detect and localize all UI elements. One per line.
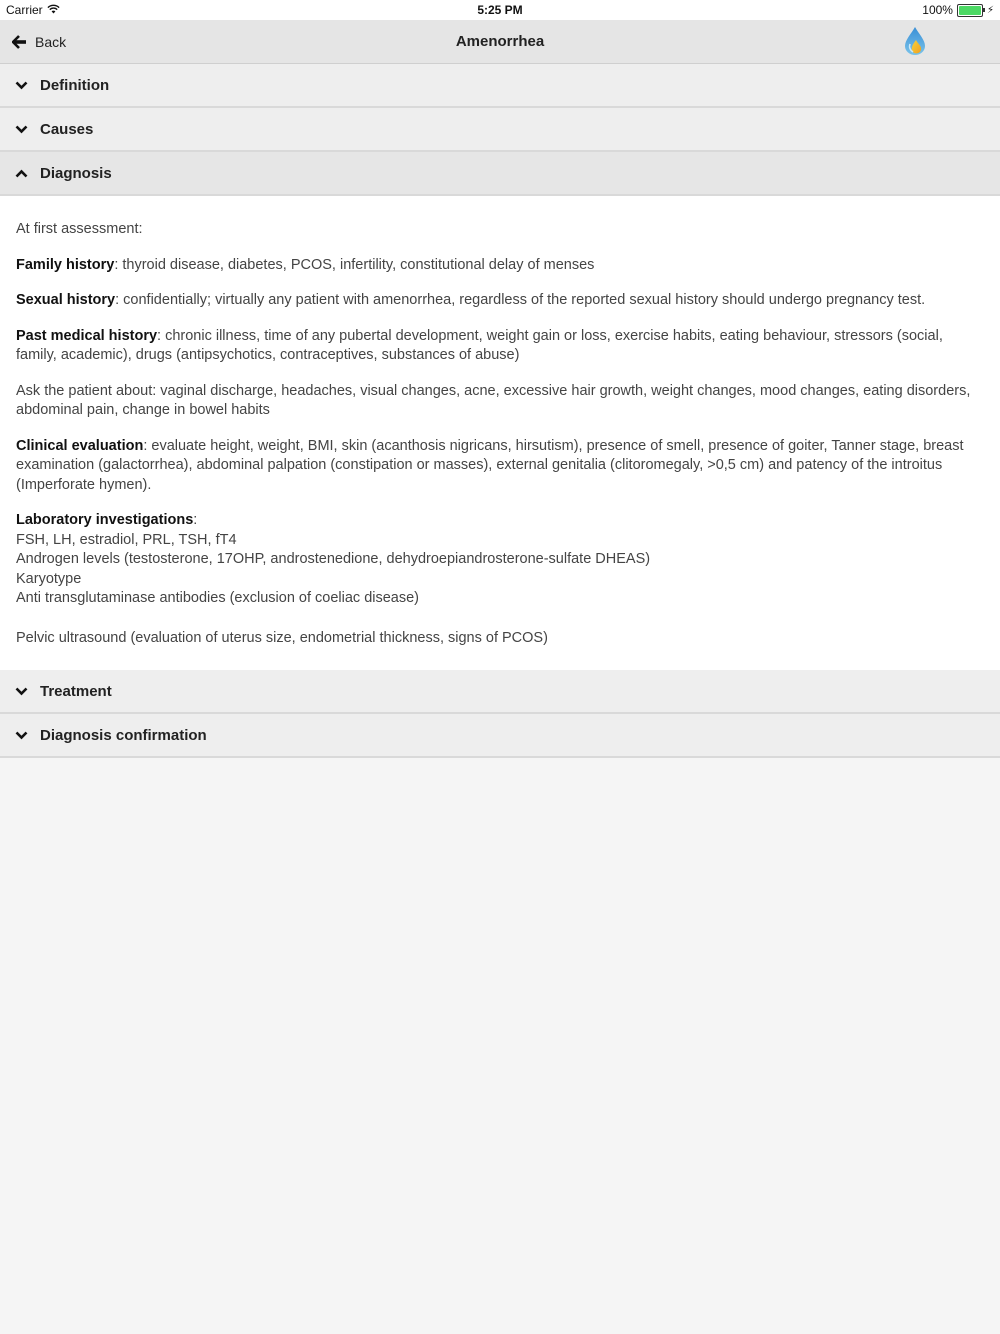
back-button[interactable] [12,20,66,63]
bolt-icon: ⚡ [986,4,994,16]
clinical-evaluation-paragraph [16,437,984,496]
past-medical-label: Past medical history [16,327,158,344]
family-history-label: Family history [16,256,115,273]
section-label: Definition [40,76,110,94]
carrier-label: Carrier [6,3,43,17]
clinical-evaluation-text: : evaluate height, weight, BMI, skin (acanthosis nigricans, hirsutism), presence of smell, presence of goiter, Tanner stage, breast examination (galactorrhea), abdominal palpation (constipation or masses), external genitalia (clitoromegaly, >0,5 cm) and patency of the introitus (Imperforate hymen). [16,437,964,493]
chevron-down-icon [14,122,28,136]
battery-info [922,3,994,17]
past-medical-paragraph [16,327,984,366]
section-label: Causes [40,120,94,138]
lab-item: Anti transglutaminase antibodies (exclusion of coeliac disease) [16,590,419,606]
clinical-evaluation-label: Clinical evaluation [16,437,144,454]
family-history-text: : thyroid disease, diabetes, PCOS, infertility, constitutional delay of menses [114,256,595,273]
back-label: Back [35,33,67,50]
section-label: Diagnosis confirmation [40,726,207,744]
family-history-paragraph [16,256,984,276]
section-label: Treatment [40,682,112,700]
section-label: Diagnosis [40,164,112,182]
lab-heading [16,511,984,531]
drop-logo-icon [904,26,926,61]
chevron-down-icon [14,78,28,92]
section-definition[interactable] [0,64,1000,108]
chevron-up-icon [14,166,28,180]
navigation-bar [0,20,1000,64]
page-title: Amenorrhea [455,33,545,50]
section-diagnosis-confirmation[interactable] [0,714,1000,758]
sexual-history-text: : confidentially; virtually any patient with amenorrhea, regardless of the reported sexual history should undergo pregnancy test. [115,292,926,308]
lab-colon: : [193,512,198,528]
arrow-left-icon [12,35,27,49]
lab-item: FSH, LH, estradiol, PRL, TSH, fT4 [16,531,237,548]
section-diagnosis[interactable] [0,152,1000,196]
pelvic-ultrasound-paragraph: Pelvic ultrasound (evaluation of uterus size, endometrial thickness, signs of PCOS) [16,629,548,646]
sexual-history-paragraph [16,291,984,311]
past-medical-text: : chronic illness, time of any pubertal development, weight gain or loss, exercise habits, eating behaviour, stressors (social, family, academic), drugs (antipsychotics, contraceptives, substances of abuse) [16,327,943,363]
lab-item: Karyotype [16,570,82,587]
lab-item: Androgen levels (testosterone, 17OHP, androstenedione, dehydroepiandrosterone-sulfate DHEAS) [16,551,651,567]
intro-text: At first assessment: [16,221,143,237]
clock: 5:25 PM [477,3,523,17]
section-causes[interactable] [0,108,1000,152]
status-bar [0,0,1000,20]
battery-icon [957,4,983,17]
chevron-down-icon [14,684,28,698]
lab-label: Laboratory investigations [16,512,194,528]
lab-investigations-paragraph [16,511,984,609]
chevron-down-icon [14,728,28,742]
battery-percent: 100% [922,3,953,17]
ask-patient-paragraph: Ask the patient about: vaginal discharge, headaches, visual changes, acne, excessive hair growth, weight changes, mood changes, eating disorders, abdominal pain, change in bowel habits [16,382,971,418]
section-treatment[interactable] [0,670,1000,714]
diagnosis-content [0,196,1000,670]
sexual-history-label: Sexual history [16,292,116,308]
